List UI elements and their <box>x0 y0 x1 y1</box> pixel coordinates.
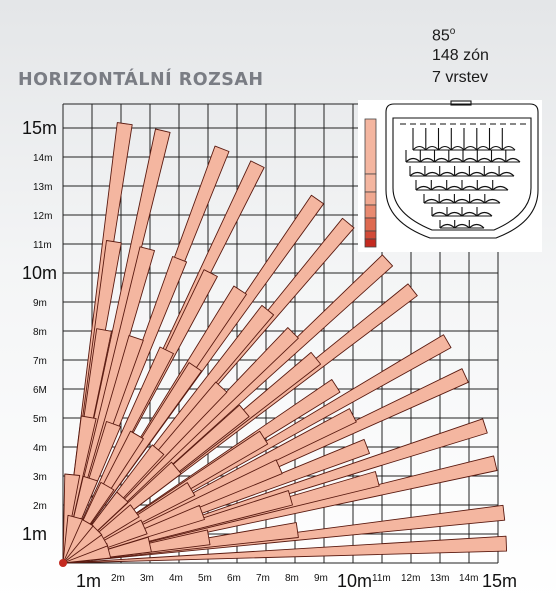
x-axis-label: 3m <box>140 573 154 584</box>
level-scale-segment <box>365 239 376 247</box>
x-axis-label: 5m <box>198 573 212 584</box>
level-scale-segment <box>365 192 376 205</box>
y-axis-label: 14m <box>33 153 53 164</box>
level-scale-segment <box>365 231 376 239</box>
level-scale-segment <box>365 174 376 192</box>
spec-angle-value: 85 <box>432 27 450 45</box>
level-scale-segment <box>365 119 376 174</box>
level-scale-segment <box>365 218 376 231</box>
x-axis-label: 11m <box>372 573 391 584</box>
x-axis-label: 9m <box>314 573 328 584</box>
spec-angle <box>432 22 542 46</box>
x-axis-label: 15m <box>482 571 518 591</box>
y-axis-label: 7m <box>33 356 47 367</box>
x-axis-labels <box>76 571 517 591</box>
spec-angle-unit: o <box>449 26 456 37</box>
level-scale-segment <box>365 205 376 218</box>
y-axis-label: 15m <box>22 118 58 138</box>
x-axis-label: 4m <box>169 573 183 584</box>
y-axis-label: 8m <box>33 327 47 338</box>
y-axis-label: 9m <box>33 298 47 309</box>
spec-zones: 148 zón <box>432 47 489 64</box>
x-axis-label: 10m <box>337 571 373 591</box>
x-axis-label: 12m <box>401 573 421 584</box>
x-axis-label: 1m <box>76 571 102 591</box>
sensor-origin-dot <box>59 559 67 567</box>
spec-layers: 7 vrstev <box>432 69 489 86</box>
x-axis-label: 2m <box>111 573 125 584</box>
x-axis-label: 7m <box>256 573 270 584</box>
x-axis-label: 8m <box>285 573 299 584</box>
y-axis-label: 3m <box>33 472 47 483</box>
y-axis-labels <box>22 118 57 544</box>
x-axis-label: 14m <box>459 573 479 584</box>
y-axis-label: 11m <box>33 240 52 251</box>
level-scale-bar <box>365 119 376 247</box>
y-axis-label: 13m <box>33 182 53 193</box>
x-axis-label: 6m <box>227 573 241 584</box>
y-axis-label: 6M <box>33 385 47 396</box>
page-title: HORIZONTÁLNÍ ROZSAH <box>18 70 264 90</box>
y-axis-label: 4m <box>33 443 47 454</box>
x-axis-label: 13m <box>430 573 450 584</box>
y-axis-label: 5m <box>33 414 47 425</box>
y-axis-label: 2m <box>33 501 47 512</box>
y-axis-label: 1m <box>22 524 48 544</box>
y-axis-label: 12m <box>33 211 53 222</box>
y-axis-label: 10m <box>22 263 58 283</box>
